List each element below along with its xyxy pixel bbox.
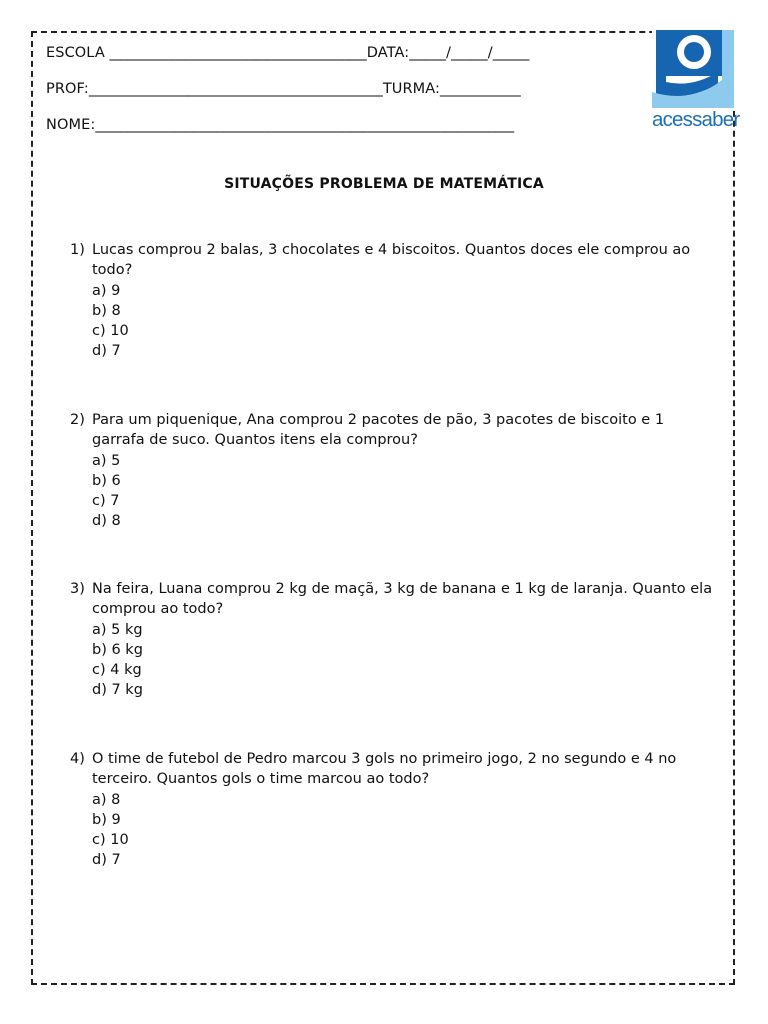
- option-c: c) 10: [92, 832, 129, 849]
- question-number: 1): [70, 242, 85, 258]
- option-a: a) 5: [92, 452, 121, 469]
- option-d: d) 7: [92, 852, 121, 869]
- question-text: O time de futebol de Pedro marcou 3 gols no primeiro jogo, 2 no segundo e 4 no terceiro. Quantos gols o time marcou ao todo?: [92, 751, 677, 788]
- option-d: d) 7: [92, 343, 121, 360]
- prof-turma-line: PROF:________________________________________TURMA:___________: [46, 81, 521, 97]
- question-3: [70, 579, 720, 701]
- option-b: b) 9: [92, 811, 121, 828]
- escola-data-line: ESCOLA ___________________________________DATA:_____/_____/_____: [46, 45, 530, 61]
- option-a: a) 9: [92, 282, 121, 299]
- page-title: SITUAÇÕES PROBLEMA DE MATEMÁTICA: [224, 176, 544, 192]
- option-a: a) 8: [92, 791, 121, 808]
- logo-wordmark: acessaber: [652, 108, 740, 131]
- question-4: [70, 749, 720, 871]
- question-number: 2): [70, 412, 85, 428]
- question-number: 4): [70, 751, 85, 767]
- option-c: c) 7: [92, 493, 120, 510]
- question-number: 3): [70, 581, 85, 597]
- question-2: [70, 410, 720, 532]
- option-d: d) 7 kg: [92, 682, 143, 699]
- nome-line: NOME:_________________________________________________________: [46, 117, 515, 133]
- question-1: [70, 240, 720, 362]
- option-d: d) 8: [92, 513, 121, 530]
- question-text: Lucas comprou 2 balas, 3 chocolates e 4 biscoitos. Quantos doces ele comprou ao todo?: [92, 242, 691, 279]
- option-c: c) 10: [92, 323, 129, 340]
- question-text: Para um piquenique, Ana comprou 2 pacotes de pão, 3 pacotes de biscoito e 1 garrafa de suco. Quantos itens ela comprou?: [92, 412, 665, 449]
- question-text: Na feira, Luana comprou 2 kg de maçã, 3 kg de banana e 1 kg de laranja. Quanto ela comprou ao todo?: [92, 581, 713, 618]
- option-c: c) 4 kg: [92, 662, 142, 679]
- option-a: a) 5 kg: [92, 621, 143, 638]
- option-b: b) 6: [92, 472, 121, 489]
- option-b: b) 8: [92, 302, 121, 319]
- option-b: b) 6 kg: [92, 641, 143, 658]
